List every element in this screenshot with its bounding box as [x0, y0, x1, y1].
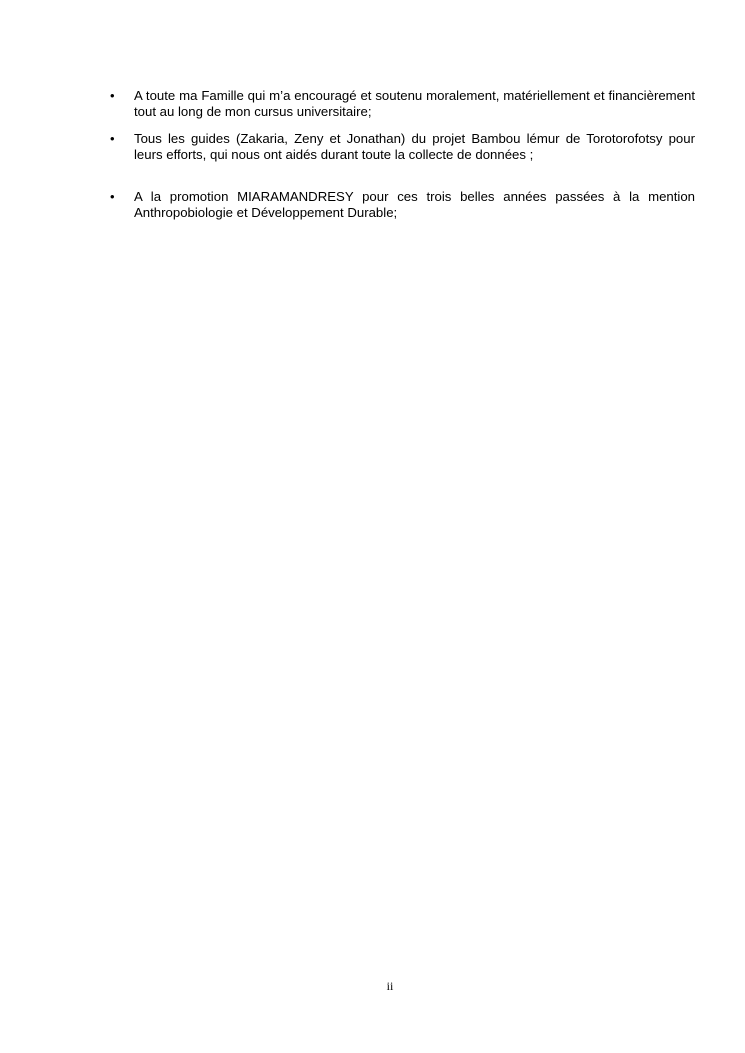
bullet-icon: •	[110, 189, 115, 204]
list-item	[110, 189, 695, 221]
acknowledgement-list	[110, 88, 695, 221]
list-item-text: Tous les guides (Zakaria, Zeny et Jonathan) du projet Bambou lémur de Torotorofotsy pour leurs efforts, qui nous ont aidés durant toute la collecte de données ;	[134, 131, 695, 162]
list-item	[110, 88, 695, 120]
bullet-icon: •	[110, 88, 115, 103]
list-item-text: A toute ma Famille qui m’a encouragé et soutenu moralement, matériellement et financièrement tout au long de mon cursus universitaire;	[134, 88, 695, 119]
bullet-icon: •	[110, 131, 115, 146]
list-item-text: A la promotion MIARAMANDRESY pour ces trois belles années passées à la mention Anthropobiologie et Développement Durable;	[134, 189, 695, 220]
page-number: ii	[386, 979, 394, 993]
list-item	[110, 131, 695, 163]
